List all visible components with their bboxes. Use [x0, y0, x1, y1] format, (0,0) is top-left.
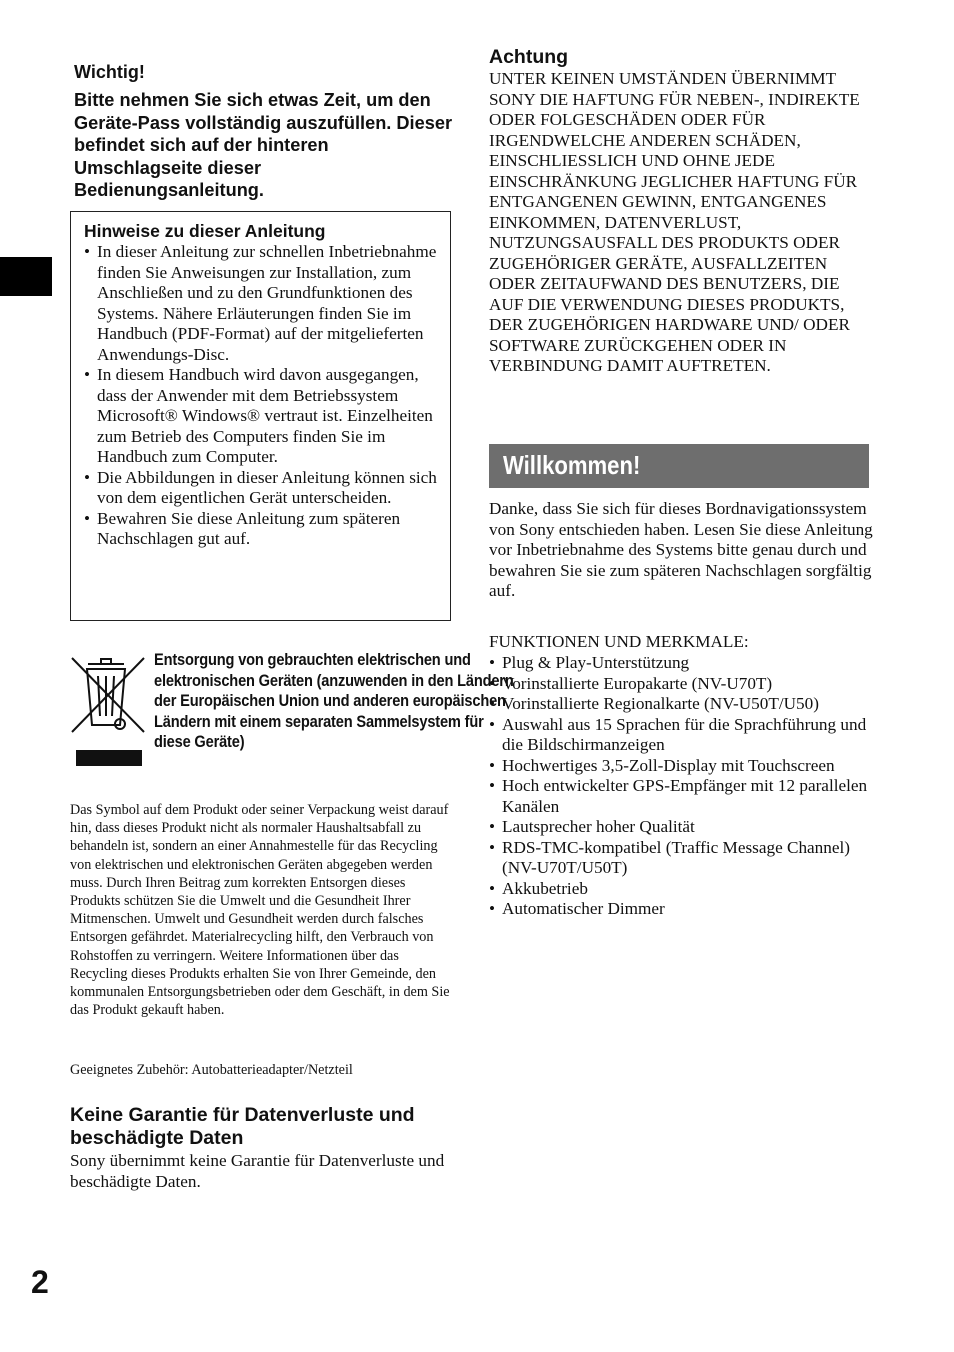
wichtig-title: Wichtig!: [74, 62, 145, 82]
achtung-body: UNTER KEINEN UMSTÄNDEN ÜBERNIMMT SONY DIE HAFTUNG FÜR NEBEN-, INDIREKTE ODER FOLGESCHÄDEN ODER FÜR IRGENDWELCHE ANDEREN SCHÄDEN, EINSCHLIESSLICH UND OHNE JEDE EINSCHRÄNKUNG JEGLICHER HAFTUNG FÜR ENTGANGENEN GEWINN, ENTGANGENES EINKOMMEN, DATENVERLUST, NUTZUNGSAUSFALL DES PRODUKTS ODER ZUGEHÖRIGER GERÄTE, AUSFALLZEITEN ODER ZEITAUFWAND DES BENUTZERS, DIE AUF DIE VERWENDUNG DIESES PRODUKTS, DER ZUGEHÖRIGEN HARDWARE UND/ ODER SOFTWARE ZURÜCKGEHEN ODER IN VERBINDUNG DAMIT AUFTRETEN.: [489, 69, 860, 375]
list-item: • Vorinstallierte Europakarte (NV-U70T): [489, 674, 873, 695]
weee-accessory-note: Geeignetes Zubehör: Autobatterieadapter/Netzteil: [70, 1062, 353, 1078]
willkommen-body: Danke, dass Sie sich für dieses Bordnavigationssystem von Sony entschieden haben. Lesen Sie diese Anleitung vor Inbetriebnahme des Systems bitte genau durch und bewahren Sie sie zum späteren Nachschlagen sorgfältig auf.: [489, 499, 873, 600]
notes-list: [84, 242, 444, 550]
list-item: • Vorinstallierte Regionalkarte (NV-U50T/U50): [489, 694, 873, 715]
list-item: • Bewahren Sie diese Anleitung zum späteren Nachschlagen gut auf.: [84, 509, 444, 550]
list-item: • In dieser Anleitung zur schnellen Inbetriebnahme finden Sie Anweisungen zur Installation, zum Anschließen und zu den Grundfunktionen des Systems. Nähere Erläuterungen finden Sie im Handbuch (PDF-Format) auf der mitgelieferten Anwendungs-Disc.: [84, 242, 444, 365]
features-title: FUNKTIONEN UND MERKMALE:: [489, 632, 749, 651]
list-item: • Die Abbildungen in dieser Anleitung können sich von dem eigentlichen Gerät unterscheiden.: [84, 468, 444, 509]
wichtig-body: Bitte nehmen Sie sich etwas Zeit, um den Geräte-Pass vollständig auszufüllen. Dieser befindet sich auf der hinteren Umschlagseite dieser Bedienungsanleitung.: [74, 90, 453, 200]
list-item: • Lautsprecher hoher Qualität: [489, 817, 873, 838]
willkommen-title: Willkommen!: [503, 450, 641, 480]
list-item: • Hochwertiges 3,5-Zoll-Display mit Touchscreen: [489, 756, 873, 777]
list-item: • Hoch entwickelter GPS-Empfänger mit 12 parallelen Kanälen: [489, 776, 873, 817]
achtung-title: Achtung: [489, 46, 569, 68]
willkommen-heading-bar: [489, 444, 869, 488]
features-list: [489, 653, 873, 920]
notes-box: [70, 211, 451, 621]
list-item: • In diesem Handbuch wird davon ausgegangen, dass der Anwender mit dem Betriebssystem Microsoft® Windows® vertraut ist. Einzelheiten zum Betrieb des Computers finden Sie im Handbuch zum Computer.: [84, 365, 444, 468]
garantie-title: Keine Garantie für Datenverluste und beschädigte Daten: [70, 1104, 415, 1149]
list-item: • Auswahl aus 15 Sprachen für die Sprachführung und die Bildschirmanzeigen: [489, 715, 873, 756]
list-item: • Plug & Play-Unterstützung: [489, 653, 873, 674]
list-item: • Akkubetrieb: [489, 879, 873, 900]
garantie-body: Sony übernimmt keine Garantie für Datenverluste und beschädigte Daten.: [70, 1151, 445, 1191]
weee-heading: Entsorgung von gebrauchten elektrischen und elektronischen Geräten (anzuwenden in den Ländern der Europäischen Union und anderen europäischen Ländern mit einem separaten Sammelsystem für diese Geräte): [154, 650, 514, 752]
page-number: 2: [31, 1264, 49, 1300]
list-item: • RDS-TMC-kompatibel (Traffic Message Channel) (NV-U70T/U50T): [489, 838, 873, 879]
list-item: • Automatischer Dimmer: [489, 899, 873, 920]
weee-body: Das Symbol auf dem Produkt oder seiner Verpackung weist darauf hin, dass dieses Produkt nicht als normaler Haushaltsabfall zu behandeln ist, sondern an einer Annahmestelle für das Recycling von elektrischen und elektronischen Geräten abgegeben werden muss. Durch Ihren Beitrag zum korrekten Entsorgen dieses Produkts schützen Sie die Umwelt und die Gesundheit Ihrer Mitmenschen. Umwelt und Gesundheit werden durch falsches Entsorgen gefährdet. Materialrecycling hilft, den Verbrauch von Rohstoffen zu verringern. Weitere Informationen über das Recycling dieses Produkts erhalten Sie von Ihrer Gemeinde, den kommunalen Entsorgungsbetrieben oder dem Geschäft, in dem Sie das Produkt gekauft haben.: [70, 802, 450, 1019]
crossed-out-wheelie-bin-icon: [70, 654, 146, 770]
notes-title: Hinweise zu dieser Anleitung: [84, 221, 326, 241]
section-tab-marker: [0, 257, 52, 296]
